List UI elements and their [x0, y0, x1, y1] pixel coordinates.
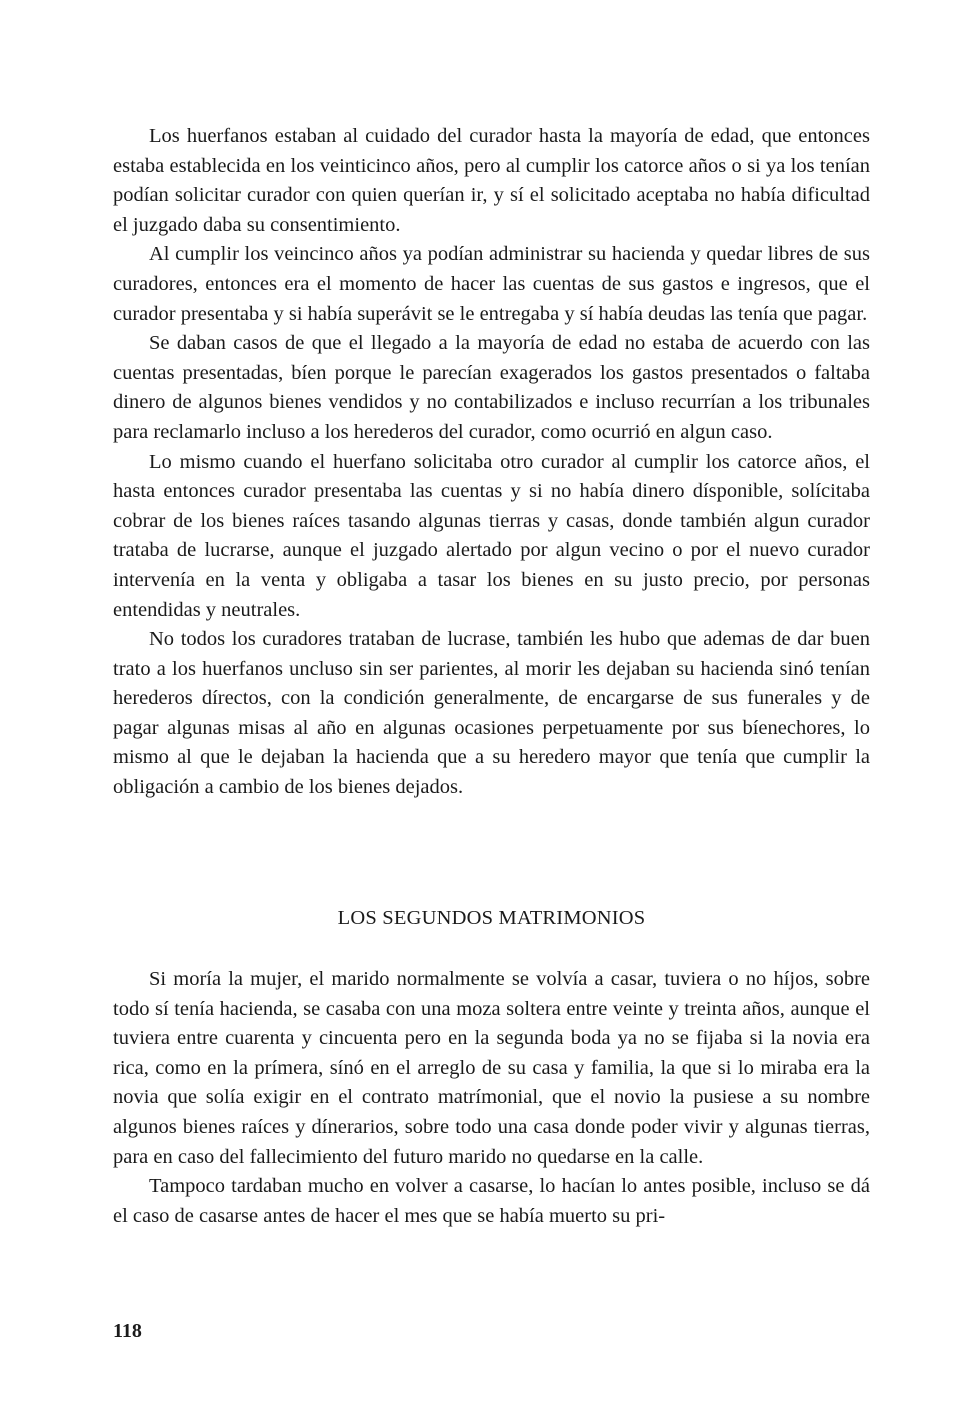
- paragraph: Se daban casos de que el llegado a la mayoría de edad no estaba de acuerdo con las cuentas presentadas, bíen porque le parecían exagerados los gastos presentados o faltaba dinero de algunos bienes vendidos y no contabilizados e incluso recurrían a los tribunales para reclamarlo incluso a los herederos del curador, como ocurrió en algun caso.: [113, 332, 870, 443]
- paragraph: Tampoco tardaban mucho en volver a casarse, lo hacían lo antes posible, incluso se dá el caso de casarse antes de hacer el mes que se había muerto su pri-: [113, 1175, 870, 1227]
- page-number: 118: [113, 1320, 142, 1342]
- paragraph: Al cumplir los veincinco años ya podían administrar su hacienda y quedar libres de sus curadores, entonces era el momento de hacer las cuentas de sus gastos e ingresos, que el curador presentaba y si había superávit se le entregaba y sí había deudas las tenía que pagar.: [113, 243, 870, 325]
- paragraph: Lo mismo cuando el huerfano solicitaba otro curador al cumplir los catorce años, el hasta entonces curador presentaba las cuentas y si no había dinero dísponible, solícitaba cobrar de los bienes raíces tasando algunas tierras y casas, donde también algun curador trataba de lucrarse, aunque el juzgado alertado por algun vecino o por el nuevo curador intervenía en la venta y obligaba a tasar los bienes en su justo precio, por personas entendidas y neutrales.: [113, 450, 870, 621]
- paragraph: Los huerfanos estaban al cuidado del curador hasta la mayoría de edad, que entonces estaba establecida en los veinticinco años, pero al cumplir los catorce años o si ya los tenían podían solicitar curador con quien querían ir, y sí el solicitado aceptaba no había dificultad el juzgado daba su consentimiento.: [113, 125, 870, 236]
- body-text-after-heading: [113, 965, 870, 1231]
- body-text-before-heading: [113, 122, 870, 803]
- section-heading: LOS SEGUNDOS MATRIMONIOS: [337, 907, 646, 929]
- paragraph: No todos los curadores trataban de lucrase, también les hubo que ademas de dar buen trato a los huerfanos uncluso sin ser parientes, al morir les dejaban su hacienda sinó tenían herederos dírectos, con la condición generalmente, de encargarse de sus funerales y de pagar algunas misas al año en algunas ocasiones perpetuamente por sus bíenechores, lo mismo al que le dejaban la hacienda que a su heredero mayor que tenía que cumplir la obligación a cambio de los bienes dejados.: [113, 628, 870, 799]
- paragraph: Si moría la mujer, el marido normalmente se volvía a casar, tuviera o no híjos, sobre todo sí tenía hacienda, se casaba con una moza soltera entre veinte y treinta años, aunque el tuviera entre cuarenta y cincuenta pero en la segunda boda ya no se fijaba si la novia era rica, como en la prímera, sínó en el arreglo de su casa y familia, la que si lo miraba era la novia que solía exigir en el contrato matrímonial, que el novio la pusiese a su nombre algunos bienes raíces y dínerarios, sobre todo una casa donde poder vivir y algunas tierras, para en caso del fallecimiento del futuro marido no quedarse en la calle.: [113, 968, 870, 1168]
